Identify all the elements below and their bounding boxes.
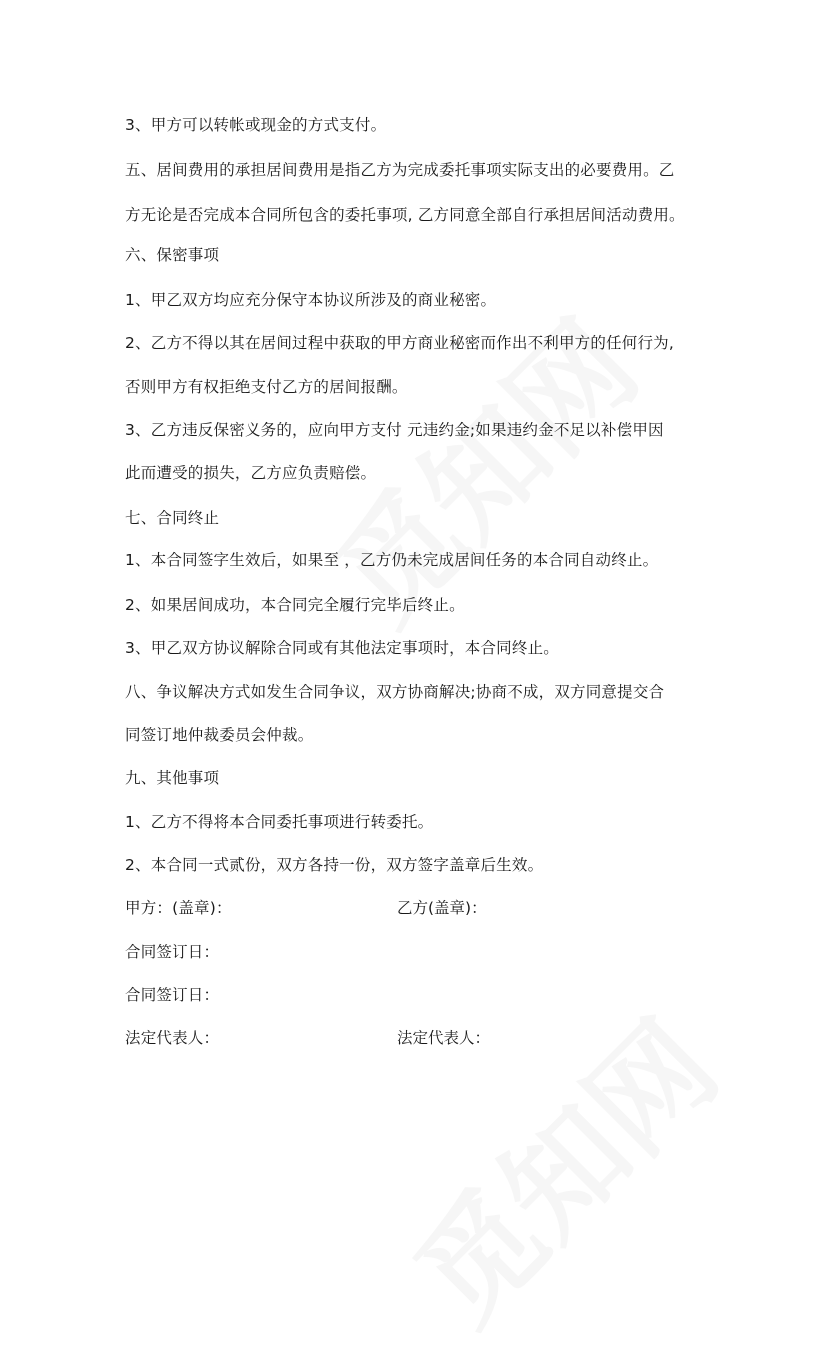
paragraph: 方无论是否完成本合同所包含的委托事项, 乙方同意全部自行承担居间活动费用。	[125, 206, 685, 224]
paragraph: 3、甲乙双方协议解除合同或有其他法定事项时，本合同终止。	[125, 639, 559, 657]
paragraph: 1、乙方不得将本合同委托事项进行转委托。	[125, 813, 434, 831]
section-heading: 五、居间费用的承担居间费用是指乙方为完成委托事项实际支出的必要费用。乙	[125, 161, 675, 179]
section-heading: 七、合同终止	[125, 509, 220, 527]
party-b-seal-label: 乙方(盖章)：	[397, 899, 487, 917]
paragraph: 否则甲方有权拒绝支付乙方的居间报酬。	[125, 378, 408, 396]
paragraph: 同签订地仲裁委员会仲裁。	[125, 726, 314, 744]
section-heading: 六、保密事项	[125, 246, 220, 264]
party-a-representative-label: 法定代表人：	[125, 1029, 220, 1047]
paragraph: 3、甲方可以转帐或现金的方式支付。	[125, 116, 387, 134]
section-heading: 八、争议解决方式如发生合同争议，双方协商解决;协商不成，双方同意提交合	[125, 683, 665, 701]
section-heading: 九、其他事项	[125, 769, 220, 787]
paragraph: 1、本合同签字生效后，如果至 ，乙方仍未完成居间任务的本合同自动终止。	[125, 551, 659, 569]
party-b-representative-label: 法定代表人：	[397, 1029, 491, 1047]
paragraph: 2、乙方不得以其在居间过程中获取的甲方商业秘密而作出不利甲方的任何行为,	[125, 334, 674, 352]
sign-date-label: 合同签订日：	[125, 986, 220, 1004]
paragraph: 2、如果居间成功，本合同完全履行完毕后终止。	[125, 596, 465, 614]
paragraph: 2、本合同一式贰份，双方各持一份，双方签字盖章后生效。	[125, 856, 544, 874]
paragraph: 3、乙方违反保密义务的，应向甲方支付 元违约金;如果违约金不足以补偿甲因	[125, 421, 664, 439]
paragraph: 1、甲乙双方均应充分保守本协议所涉及的商业秘密。	[125, 291, 497, 309]
sign-date-label: 合同签订日：	[125, 943, 220, 961]
party-a-seal-label: 甲方：(盖章)：	[125, 899, 232, 917]
paragraph: 此而遭受的损失，乙方应负责赔偿。	[125, 464, 377, 482]
